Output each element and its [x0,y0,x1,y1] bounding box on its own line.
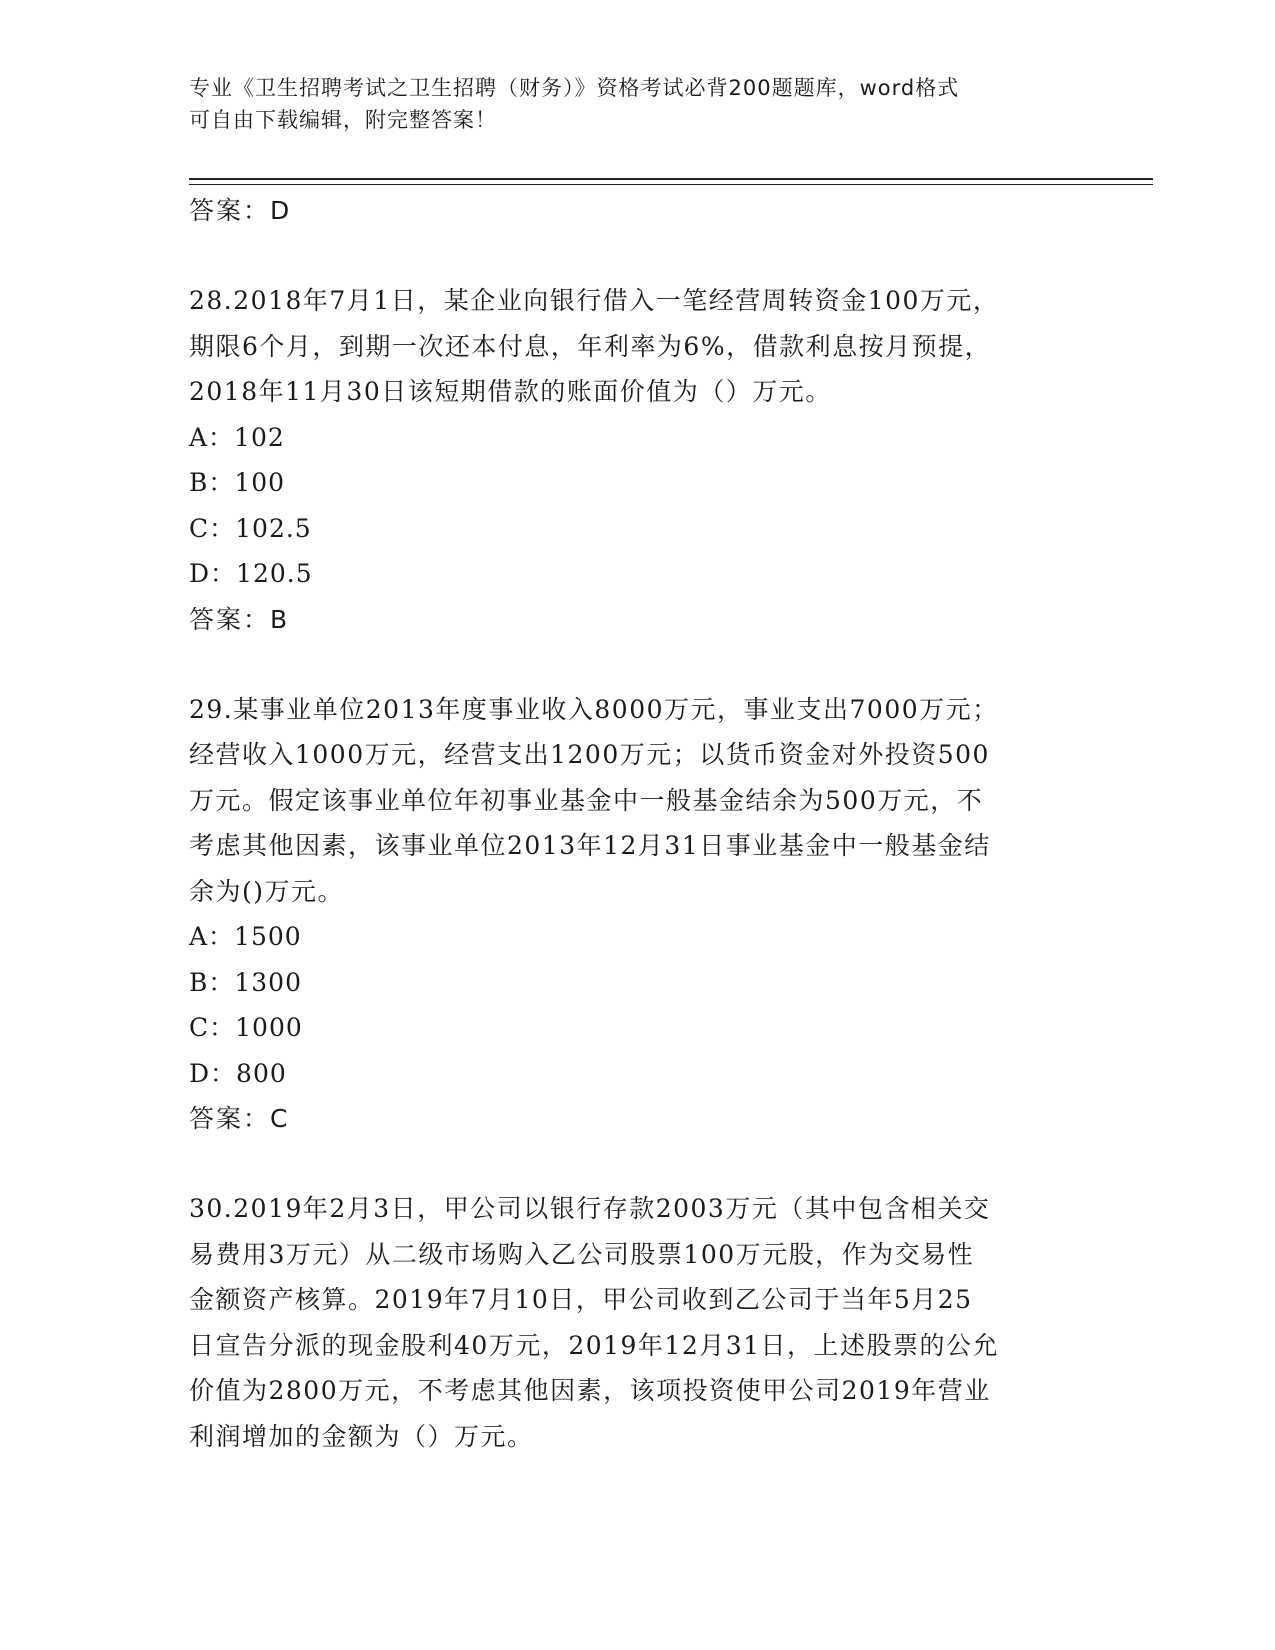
header-line-2: 可自由下载编辑，附完整答案！ [189,108,497,132]
stem-line: 价值为2800万元，不考虑其他因素，该项投资使甲公司2019年营业 [189,1376,991,1405]
stem-line: 考虑其他因素，该事业单位2013年12月31日事业基金中一般基金结 [189,831,991,860]
answer-28: 答案：B [189,604,290,634]
option-b: B：100 [189,468,286,497]
answer-29: 答案：C [189,1104,290,1133]
question-28 [189,278,1089,643]
stem-line: 28.2018年7月1日，某企业向银行借入一笔经营周转资金100万元， [189,286,1000,315]
option-c: C：102.5 [189,513,312,543]
option-d: D：120.5 [189,559,313,588]
spacer [189,234,1089,278]
header-divider [189,178,1153,180]
stem-line: 利润增加的金额为（）万元。 [189,1421,534,1451]
option-d: D：800 [189,1058,287,1088]
header-line-1: 专业《卫生招聘考试之卫生招聘（财务）》资格考试必背200题题库，word格式 [189,76,960,100]
question-30 [189,1186,1089,1459]
stem-line: 期限6个月，到期一次还本付息，年利率为6%，借款利息按月预提， [189,331,992,361]
document-header [189,72,1089,136]
stem-line: 余为()万元。 [189,876,345,906]
option-b: B：1300 [189,967,302,997]
stem-line: 万元。假定该事业单位年初事业基金中一般基金结余为500万元，不 [189,785,984,815]
spacer [189,643,1089,687]
stem-line: 29.某事业单位2013年度事业收入8000万元，事业支出7000万元； [189,694,999,724]
spacer [189,1142,1089,1186]
stem-line: 30.2019年2月3日，甲公司以银行存款2003万元（其中包含相关交 [189,1194,991,1223]
option-c: C：1000 [189,1013,303,1042]
header-divider-thin [189,184,1153,185]
question-30-stem [189,1186,1089,1459]
question-29-stem [189,687,1089,915]
answer-27: 答案：D [189,196,292,225]
stem-line: 经营收入1000万元，经营支出1200万元；以货币资金对外投资500 [189,740,990,769]
stem-line: 2018年11月30日该短期借款的账面价值为（）万元。 [189,377,832,406]
question-29 [189,687,1089,1143]
question-list [189,188,1089,1459]
option-a: A：102 [189,422,285,452]
stem-line: 易费用3万元）从二级市场购入乙公司股票100万元股，作为交易性 [189,1239,975,1269]
stem-line: 日宣告分派的现金股利40万元，2019年12月31日，上述股票的公允 [189,1330,1000,1360]
stem-line: 金额资产核算。2019年7月10日，甲公司收到乙公司于当年5月25 [189,1285,973,1314]
question-28-stem [189,278,1089,415]
option-a: A：1500 [189,922,302,951]
